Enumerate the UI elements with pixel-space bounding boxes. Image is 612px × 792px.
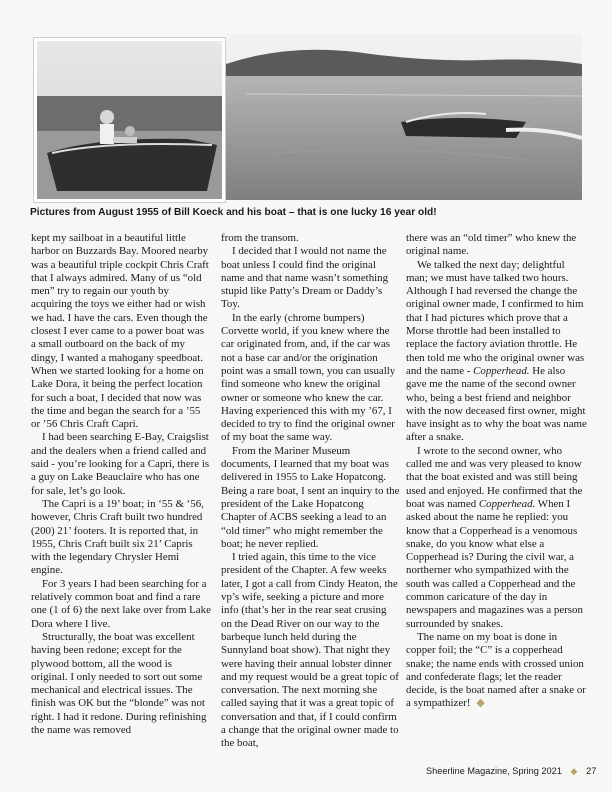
paragraph: We talked the next day; delightful man; we must have talked two hours. Although I had reversed the change the original owner made, I confirmed to him that I had pictures which prove that a Morse throttle had been installed to replace the factory aviation throttle. He then told me who the original owner was and the name - Copperhead. He also gave me the name of the second owner who, being a best friend and neighbor with the now deceased first owner, might have insight as to why the boat was name after a snake. xyxy=(406,258,587,444)
photo-speedboat-on-lake xyxy=(226,34,582,200)
page-number: 27 xyxy=(586,766,597,776)
paragraph: The Capri is a 19’ boat; in ‘55 & ‘56, however, Chris Craft built two hundred (200) 21’ footers. It is reported that, in 1955, Chris Craft built six 21’ Capris with the legendary Chrysler Hemi engine. xyxy=(31,497,204,577)
page-footer xyxy=(426,766,596,777)
photo-boy-on-boat xyxy=(34,38,225,202)
article-column-3 xyxy=(406,232,588,711)
article-column-1 xyxy=(31,232,211,737)
paragraph: I decided that I would not name the boat unless I could find the original name and that name wasn’t something stupid like Patty’s Dream or Daddy’s Toy. xyxy=(221,245,389,311)
paragraph: there was an “old timer” who knew the original name. xyxy=(406,232,577,258)
magazine-issue: Sheerline Magazine, Spring 2021 xyxy=(426,766,562,776)
paragraph: From the Mariner Museum documents, I learned that my boat was delivered in 1955 to Lake Hopatcong. Being a rare boat, I sent an inquiry to the president of the Lake Hopatcong Chapter of ACBS seeking a lead to an “old timer” who might remember the boat; he never replied. xyxy=(221,444,400,550)
article-column-2 xyxy=(221,232,400,751)
paragraph: kept my sailboat in a beautiful little harbor on Buzzards Bay. Moored nearby was a beautiful triple cockpit Chris Craft that I always admired. Many of us “old men” try to regain our youth by acquiring the toys we either had or wish we had. I have the cars. Even though the closest I ever came to a power boat was a small outboard on the back of my dingy, I wanted a mahogany speedboat. When we started looking for a home on Lake Dora, it being the perfect location for such a boat, I decided that now was the time and began the search for a ’55 or ’56 Chris Craft Capri. xyxy=(31,232,209,431)
paragraph: I had been searching E-Bay, Craigslist and the dealers when a friend called and said - you’re looking for a Capri, there is a guy on Lake Beauclaire who has one for sale, let’s go look. xyxy=(31,431,210,497)
end-mark-icon: ◆ xyxy=(476,697,485,710)
paragraph: from the transom. xyxy=(221,232,299,244)
diamond-icon: ◆ xyxy=(570,766,578,776)
paragraph: Structurally, the boat was excellent having been redone; except for the plywood bottom, all the wood is original. I only needed to sort out some mechanical and electrical issues. The finish was OK but the “blonde” was not right. I had it redone. During refinishing the name was removed xyxy=(31,630,207,736)
paragraph: In the early (chrome bumpers) Corvette world, if you knew where the car originated from, and, if the car was not a base car and/or the origination point was a small town, you can usually find someone who knew the original owner or someone who knew the car. Having experienced this with my ’67, I decided to try to find the original owner of my boat the same way. xyxy=(221,311,396,444)
paragraph: The name on my boat is done in copper foil; the “C” is a copperhead snake; the name ends with crossed union and confederate flags; let the reader decide, is the boat named after a snake or a sympathizer! ◆ xyxy=(406,630,586,710)
paragraph: For 3 years I had been searching for a relatively common boat and find a rare one (1 of 6) the next lake over from Lake Dora where I live. xyxy=(31,577,211,630)
photo-caption: Pictures from August 1955 of Bill Koeck and his boat – that is one lucky 16 year old! xyxy=(30,207,437,218)
paragraph: I tried again, this time to the vice president of the Chapter. A few weeks later, I got a call from Cindy Heaton, the vp’s wife, seeking a picture and more info (that’s her in the rear seat crusing on the Dead River on our way to the barbeque lunch held during the Sunnyland boat show). That night they were having their annual lobster dinner and my request would be a great topic of conversation. The next morning she called saying that it was a great topic of conversation and that, if I could confirm a change that the original owner made to the boat, xyxy=(221,551,399,750)
paragraph: I wrote to the second owner, who called me and was very pleased to know that the boat existed and was still being used and enjoyed. He confirmed that the boat was named Copperhead. When I asked about the name he replied: you know that a Copperhead is a venomous snake, do you know what else a Copperhead is? During the civil war, a northerner who sympathized with the south was called a Copperhead and the common caricature of the day in newspapers and magazines was a person surrounded by snakes. xyxy=(406,444,583,630)
